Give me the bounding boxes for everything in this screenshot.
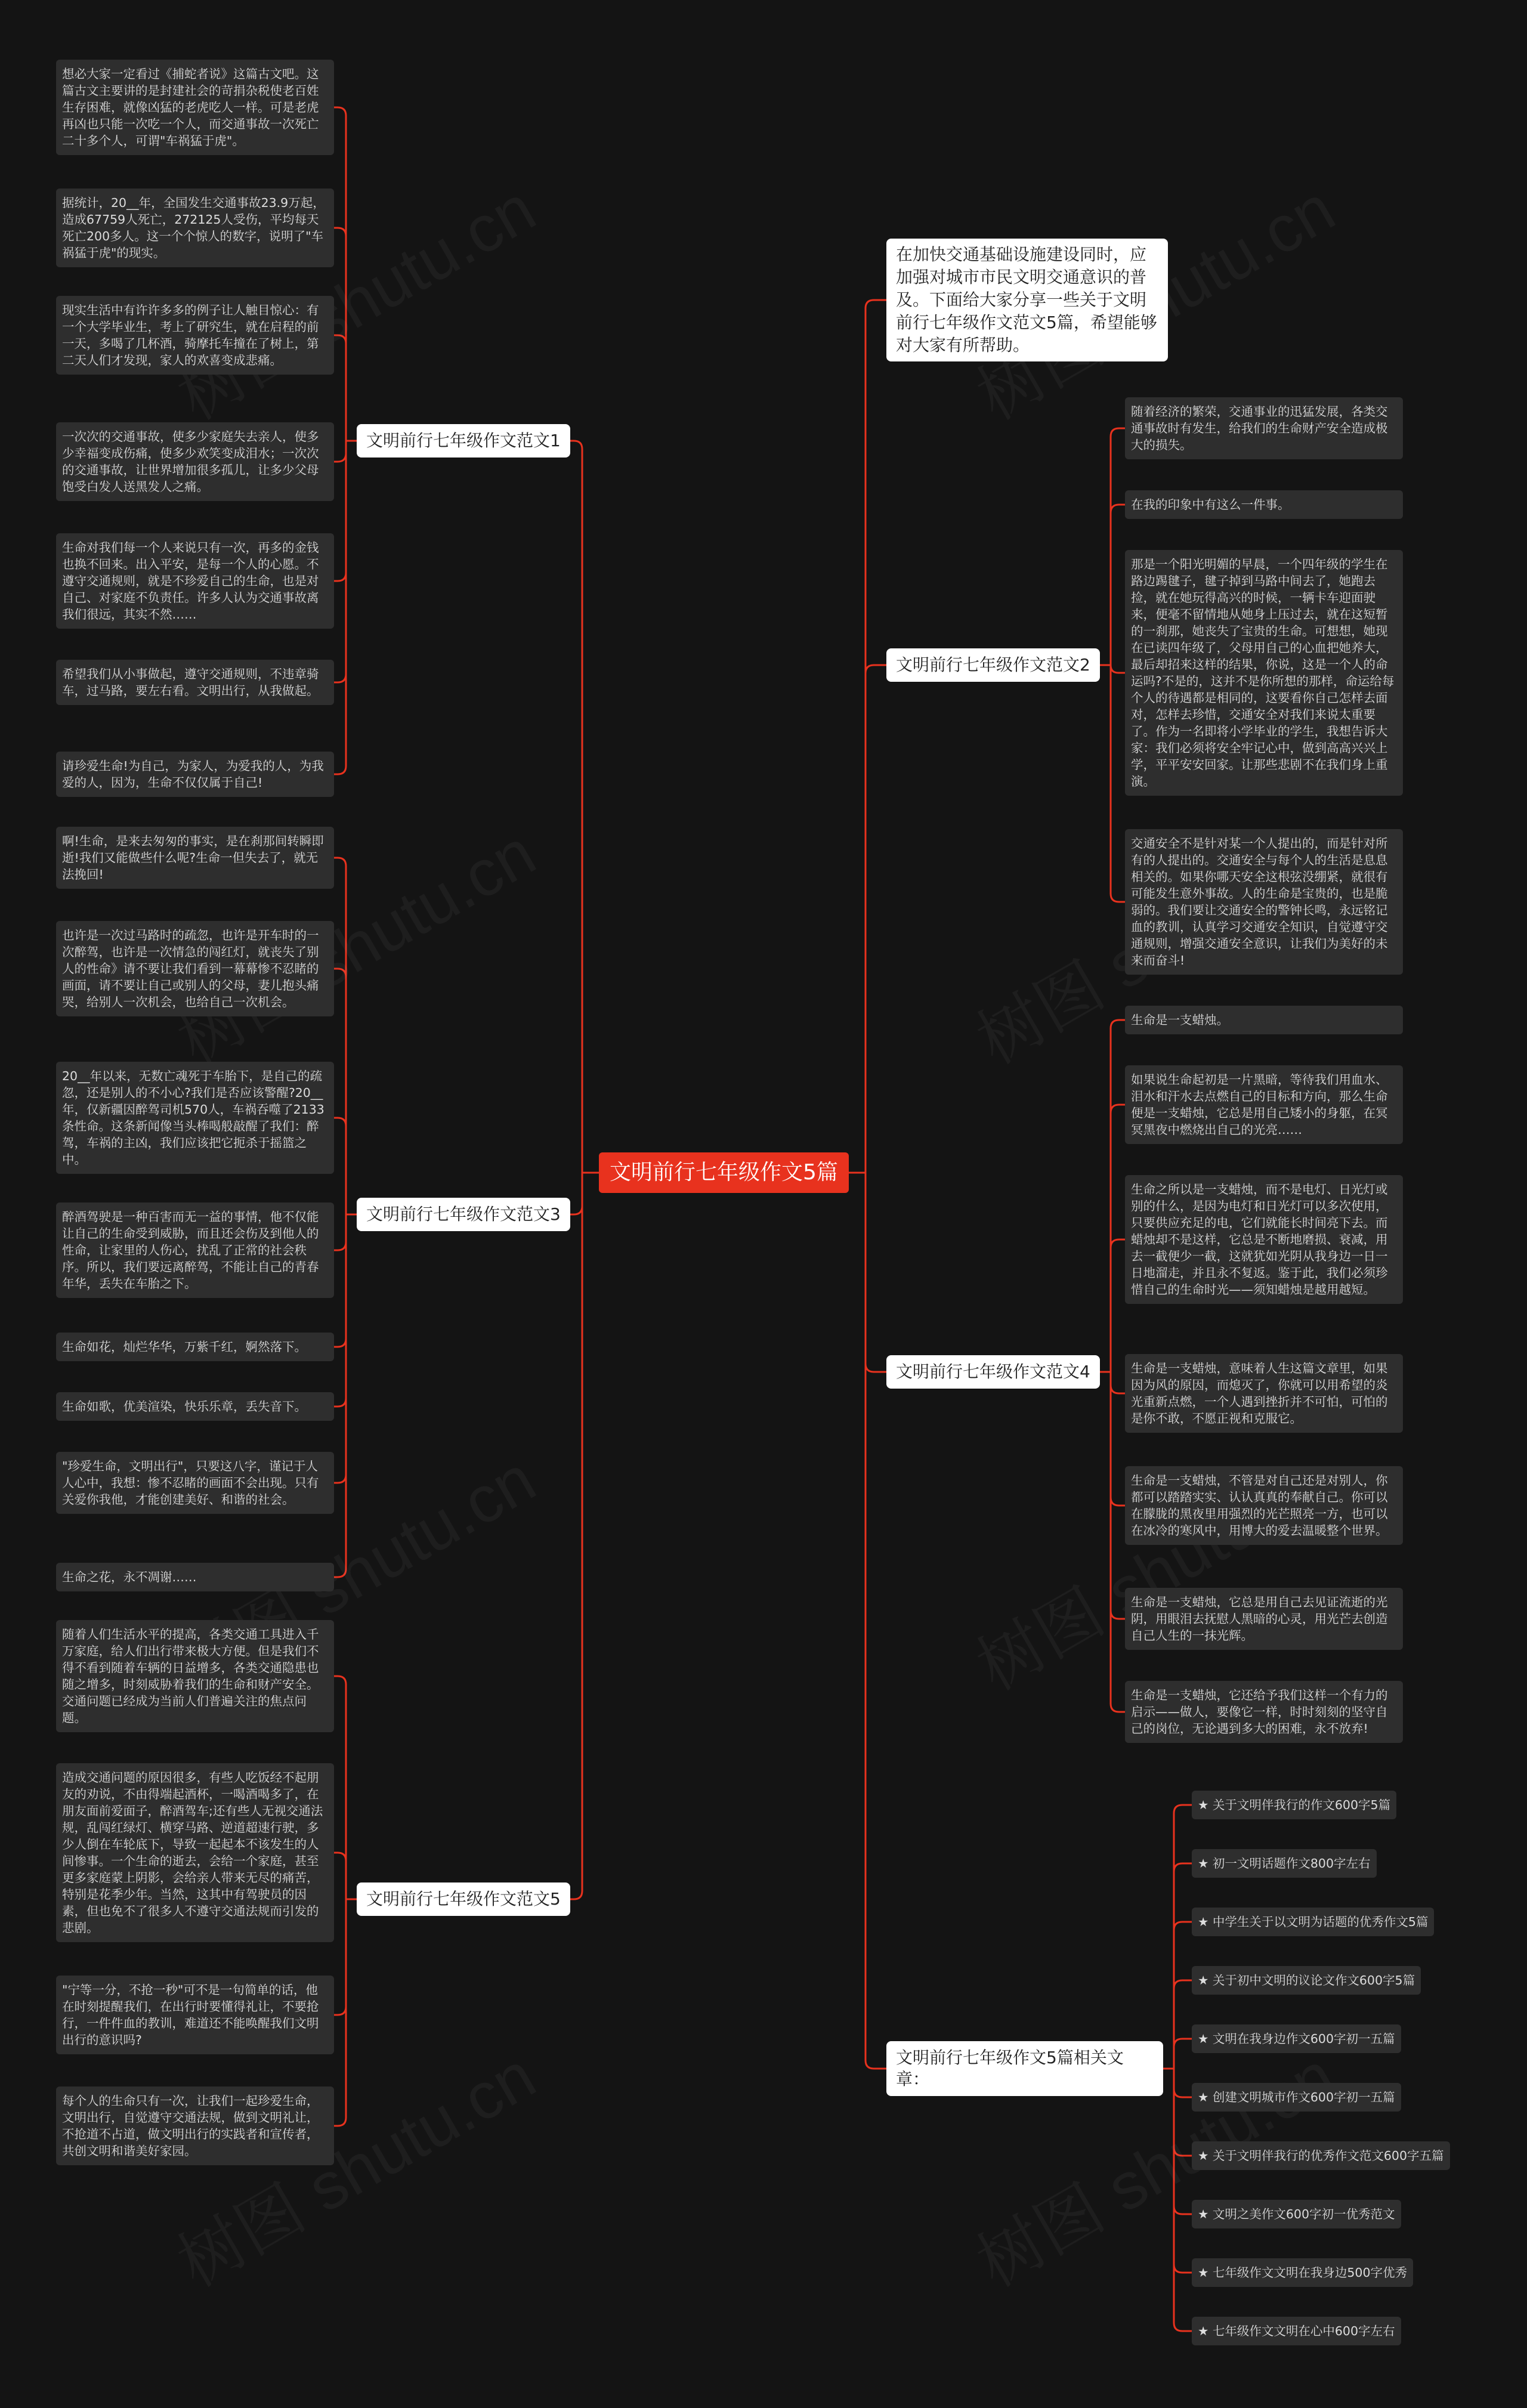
- connector-line: [334, 1899, 357, 2126]
- leaf-note[interactable]: 造成交通问题的原因很多，有些人吃饭经不起朋友的劝说，不由得端起酒杯，一喝酒喝多了，在朋友面前爱面子，醉酒驾车;还有些人无视交通法规，乱闯红绿灯、横穿马路、逆道超速行驶，多少人倒在车轮底下，导致一起起本不该发生的人间惨事。一个生命的逝去，会给一个家庭，甚至更多家庭蒙上阴影，会给亲人带来无尽的痛苦，特别是花季少年。当然，这其中有驾驶员的因素，但也免不了很多人不遵守交通法规而引发的悲剧。: [56, 1763, 334, 1942]
- connector-line: [1100, 505, 1125, 665]
- connector-line: [570, 441, 599, 1173]
- connector-line: [334, 1214, 357, 1577]
- leaf-note[interactable]: 醉酒驾驶是一种百害而无一益的事情，他不仅能让自己的生命受到威胁，而且还会伤及到他人的性命，让家里的人伤心，扰乱了正常的社会秩序。所以，我们要远离醉驾，不能让自己的青春年华，丢失在车胎之下。: [56, 1203, 334, 1298]
- connector-line: [570, 1173, 599, 1899]
- connector-line: [1100, 1239, 1125, 1372]
- leaf-note[interactable]: "宁等一分，不抢一秒"可不是一句简单的话，他在时刻提醒我们，在出行时要懂得礼让，不要抢行，一件件血的教训，难道还不能唤醒我们文明出行的意识吗?: [56, 1976, 334, 2054]
- connector-line: [334, 1118, 357, 1214]
- leaf-note[interactable]: 生命是一支蜡烛，意味着人生这篇文章里，如果因为风的原因，而熄灭了，你就可以用希望的炎光重新点燃，一个人遇到挫折并不可怕，可怕的是你不敢，不愿正视和克服它。: [1125, 1354, 1403, 1433]
- leaf-note[interactable]: ★ 文明之美作文600字初一优秀范文: [1192, 2200, 1401, 2228]
- leaf-note[interactable]: 啊!生命，是来去匆匆的事实，是在刹那间转瞬即逝!我们又能做些什么呢?生命一但失去了，就无法挽回!: [56, 827, 334, 889]
- connector-line: [334, 441, 357, 774]
- leaf-note[interactable]: 生命之花，永不凋谢……: [56, 1563, 334, 1591]
- leaf-note[interactable]: 生命如花，灿烂华华，万紫千红，婀然落下。: [56, 1333, 334, 1361]
- leaf-note[interactable]: ★ 关于初中文明的议论文作文600字5篇: [1192, 1966, 1421, 1995]
- connector-line: [849, 1173, 886, 1372]
- leaf-note[interactable]: 希望我们从小事做起，遵守交通规则，不违章骑车，过马路，要左右看。文明出行，从我做起。: [56, 660, 334, 705]
- branch-topic[interactable]: 文明前行七年级作文范文4: [886, 1355, 1100, 1389]
- root-topic[interactable]: 文明前行七年级作文5篇: [599, 1152, 849, 1193]
- connector-line: [1163, 2069, 1192, 2273]
- leaf-note[interactable]: 随着经济的繁荣，交通事业的迅猛发展，各类交通事故时有发生，给我们的生命财产安全造成极大的损失。: [1125, 397, 1403, 459]
- leaf-note[interactable]: ★ 中学生关于以文明为话题的优秀作文5篇: [1192, 1908, 1434, 1936]
- connector-line: [1100, 1372, 1125, 1619]
- connector-line: [1100, 665, 1125, 673]
- leaf-note[interactable]: 生命是一支蜡烛，不管是对自己还是对别人，你都可以踏踏实实、认认真真的奉献自己。你可以在朦胧的黑夜里用强烈的光芒照亮一方，也可以在冰冷的寒风中，用博大的爱去温暖整个世界。: [1125, 1466, 1403, 1545]
- connector-line: [1100, 1020, 1125, 1372]
- connector-line: [1100, 1372, 1125, 1393]
- leaf-note[interactable]: "珍爱生命，文明出行"，只要这八字，谨记于人人心中，我想：惨不忍睹的画面不会出现。只有关爱你我他，才能创建美好、和谐的社会。: [56, 1452, 334, 1514]
- leaf-note[interactable]: ★ 关于文明伴我行的作文600字5篇: [1192, 1791, 1396, 1819]
- leaf-note[interactable]: ★ 文明在我身边作文600字初一五篇: [1192, 2024, 1401, 2053]
- connector-line: [570, 1173, 599, 1214]
- leaf-note[interactable]: 如果说生命起初是一片黑暗，等待我们用血水、泪水和汗水去点燃自己的目标和方向，那么生命便是一支蜡烛，它总是用自己矮小的身躯，在冥冥黑夜中燃烧出自己的光亮……: [1125, 1065, 1403, 1144]
- connector-line: [334, 1853, 357, 1899]
- leaf-note[interactable]: 生命是一支蜡烛。: [1125, 1006, 1403, 1034]
- leaf-note[interactable]: 随着人们生活水平的提高，各类交通工具进入千万家庭，给人们出行带来极大方便。但是我们不得不看到随着车辆的日益增多，各类交通隐患也随之增多，时刻威胁着我们的生命和财产安全。交通问题已经成为当前人们普遍关注的焦点问题。: [56, 1620, 334, 1732]
- leaf-note[interactable]: ★ 关于文明伴我行的优秀作文范文600字五篇: [1192, 2141, 1450, 2170]
- connector-line: [1163, 1922, 1192, 2069]
- branch-topic[interactable]: 文明前行七年级作文范文2: [886, 648, 1100, 682]
- connector-line: [849, 300, 886, 1173]
- connector-line: [1100, 1105, 1125, 1372]
- connector-line: [1163, 1805, 1192, 2069]
- intro-note[interactable]: 在加快交通基础设施建设同时，应加强对城市市民文明交通意识的普及。下面给大家分享一些关于文明前行七年级作文范文5篇，希望能够对大家有所帮助。: [886, 239, 1168, 361]
- leaf-note[interactable]: ★ 七年级作文文明在心中600字左右: [1192, 2317, 1401, 2345]
- leaf-note[interactable]: ★ 创建文明城市作文600字初一五篇: [1192, 2083, 1401, 2112]
- leaf-note[interactable]: 也许是一次过马路时的疏忽，也许是开车时的一次醉驾，也许是一次情急的闯红灯，就丧失了别人的性命》请不要让我们看到一幕幕惨不忍睹的画面，请不要让自己或别人的父母，妻儿抱头痛哭，给别人一次机会，也给自己一次机会。: [56, 921, 334, 1016]
- leaf-note[interactable]: 生命之所以是一支蜡烛，而不是电灯、日光灯或别的什么，是因为电灯和日光灯可以多次使用，只要供应充足的电，它们就能长时间亮下去。而蜡烛却不是这样，它总是不断地磨损、衰减，用去一截便少一截，这就犹如光阴从我身边一日一日地溜走，并且永不复返。鉴于此，我们必须珍惜自己的生命时光——须知蜡烛是越用越短。: [1125, 1175, 1403, 1304]
- leaf-note[interactable]: 那是一个阳光明媚的早晨，一个四年级的学生在路边踢毽子，毽子掉到马路中间去了，她跑去捡，就在她玩得高兴的时候，一辆卡车迎面驶来，便毫不留情地从她身上压过去，就在这短暂的一刹那，她丧失了宝贵的生命。可想想，她现在已读四年级了，父母用自己的心血把她养大，最后却招来这样的结果，你说，这是一个人的命运吗?不是的，这并不是你所想的那样，命运给每个人的待遇都是相同的，这要看你自己怎样去面对，怎样去珍惜，交通安全对我们来说太重要了。作为一名即将小学毕业的学生，我想告诉大家：我们必须将安全牢记心中，做到高高兴兴上学，平平安安回家。让那些悲剧不在我们身上重演。: [1125, 550, 1403, 796]
- leaf-note[interactable]: ★ 七年级作文文明在我身边500字优秀: [1192, 2258, 1413, 2287]
- leaf-note[interactable]: 每个人的生命只有一次，让我们一起珍爱生命，文明出行，自觉遵守交通法规，做到文明礼让，不抢道不占道，做文明出行的实践者和宣传者，共创文明和谐美好家园。: [56, 2086, 334, 2165]
- leaf-note[interactable]: 在我的印象中有这么一件事。: [1125, 490, 1403, 519]
- connector-line: [1163, 2069, 1192, 2156]
- leaf-note[interactable]: 据统计，20__年，全国发生交通事故23.9万起，造成67759人死亡，272125人受伤，平均每天死亡200多人。这一个个惊人的数字，说明了"车祸猛于虎"的现实。: [56, 188, 334, 267]
- leaf-note[interactable]: 现实生活中有许许多多的例子让人触目惊心：有一个大学毕业生，考上了研究生，就在启程的前一天，多喝了几杯酒，骑摩托车撞在了树上，第二天人们才发现，家人的欢喜变成悲痛。: [56, 296, 334, 375]
- connector-line: [849, 665, 886, 1173]
- branch-topic[interactable]: 文明前行七年级作文5篇相关文章：: [886, 2041, 1163, 2096]
- leaf-note[interactable]: 生命如歌，优美渲染，快乐乐章，丢失音下。: [56, 1392, 334, 1421]
- connector-line: [849, 1173, 886, 2069]
- leaf-note[interactable]: 生命是一支蜡烛，它还给予我们这样一个有力的启示——做人，要像它一样，时时刻刻的坚守自己的岗位，无论遇到多大的困难，永不放弃!: [1125, 1681, 1403, 1743]
- leaf-note[interactable]: 20__年以来，无数亡魂死于车胎下，是自己的疏忽，还是别人的不小心?我们是否应该警醒?20__年，仅新疆因醉驾司机570人，车祸吞噬了2133条性命。这条新闻像当头棒喝般敲醒了我们：醉驾，车祸的主凶，我们应该把它扼杀于摇篮之中。: [56, 1062, 334, 1174]
- connector-line: [334, 335, 357, 441]
- connector-line: [1163, 2069, 1192, 2331]
- branch-topic[interactable]: 文明前行七年级作文范文1: [357, 424, 570, 458]
- connector-line: [1100, 1372, 1125, 1712]
- connector-line: [1100, 428, 1125, 665]
- connector-line: [1163, 2069, 1192, 2097]
- branch-topic[interactable]: 文明前行七年级作文范文5: [357, 1882, 570, 1916]
- leaf-note[interactable]: 想必大家一定看过《捕蛇者说》这篇古文吧。这篇古文主要讲的是封建社会的苛捐杂税使老百姓生存困难，就像凶猛的老虎吃人一样。可是老虎再凶也只能一次吃一个人，而交通事故一次死亡二十多个人，可谓"车祸猛于虎"。: [56, 60, 334, 155]
- leaf-note[interactable]: 生命对我们每一个人来说只有一次，再多的金钱也换不回来。出入平安，是每一个人的心愿。不遵守交通规则，就是不珍爱自己的生命，也是对自己、对家庭不负责任。许多人认为交通事故离我们很远，其实不然……: [56, 533, 334, 629]
- connector-line: [1163, 2039, 1192, 2069]
- leaf-note[interactable]: 一次次的交通事故，使多少家庭失去亲人，使多少幸福变成伤痛，使多少欢笑变成泪水；一次次的交通事故，让世界增加很多孤儿，让多少父母饱受白发人送黑发人之痛。: [56, 422, 334, 501]
- connector-line: [1100, 665, 1125, 902]
- leaf-note[interactable]: 生命是一支蜡烛，它总是用自己去见证流逝的光阴，用眼泪去抚慰人黑暗的心灵，用光芒去创造自己人生的一抹光辉。: [1125, 1588, 1403, 1650]
- leaf-note[interactable]: ★ 初一文明话题作文800字左右: [1192, 1849, 1377, 1878]
- connector-line: [1163, 2069, 1192, 2214]
- connector-line: [1163, 1980, 1192, 2069]
- branch-topic[interactable]: 文明前行七年级作文范文3: [357, 1198, 570, 1231]
- leaf-note[interactable]: 请珍爱生命!为自己，为家人，为爱我的人，为我爱的人，因为，生命不仅仅属于自己!: [56, 752, 334, 797]
- connector-line: [1163, 1863, 1192, 2069]
- leaf-note[interactable]: 交通安全不是针对某一个人提出的，而是针对所有的人提出的。交通安全与每个人的生活是息息相关的。如果你哪天安全这根弦没绷紧，就很有可能发生意外事故。人的生命是宝贵的，也是脆弱的。我们要让交通安全的警钟长鸣，永远铭记血的教训，认真学习交通安全知识，自觉遵守交通规则，增强交通安全意识，让我们为美好的未来而奋斗!: [1125, 829, 1403, 975]
